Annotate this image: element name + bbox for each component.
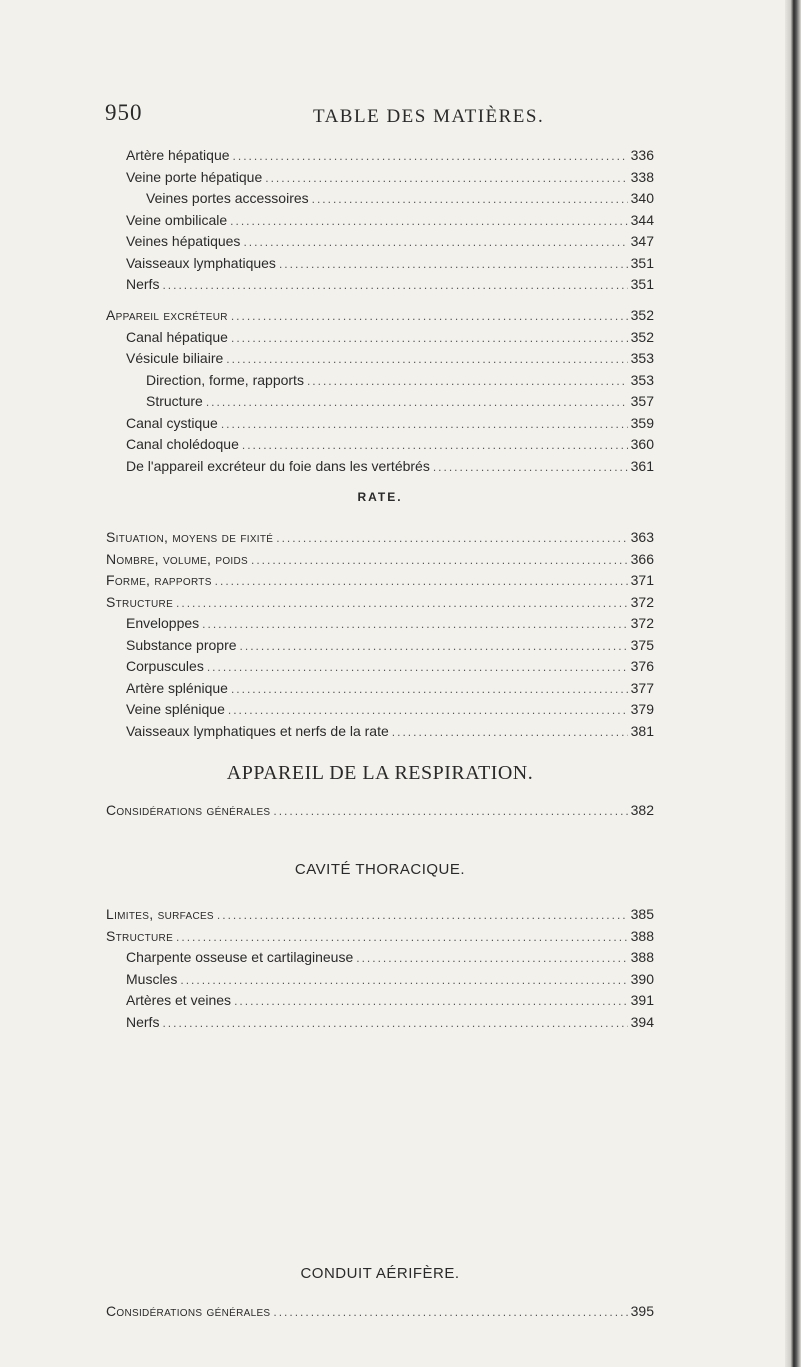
toc-entry [106, 592, 654, 612]
toc-entry-page: 372 [630, 593, 654, 610]
toc-entry-title: Artère hépatique [126, 147, 230, 163]
toc-entry [126, 210, 654, 230]
section-heading-cavite-thoracique: CAVITÉ THORACIQUE. [294, 861, 466, 878]
toc-entry-title: Artères et veines [126, 992, 232, 1008]
toc-entry [126, 231, 654, 251]
toc-entry [126, 253, 654, 273]
toc-leader-dots [273, 1302, 627, 1322]
page-edge-shadow [785, 0, 801, 1367]
toc-leader-dots [392, 722, 628, 742]
toc-leader-dots [433, 457, 628, 477]
toc-leader-dots [226, 349, 627, 369]
toc-leader-dots [180, 970, 627, 990]
toc-entry-title: Nombre, volume, poids [106, 550, 248, 567]
toc-entry-title: Veine porte hépatique [126, 168, 263, 185]
toc-leader-dots [273, 801, 627, 821]
toc-entry-page: 344 [630, 211, 654, 228]
toc-entry-page: 371 [630, 572, 654, 588]
toc-entry [126, 613, 654, 633]
toc-entry-title: Veines portes accessoires [146, 190, 309, 206]
toc-entry [126, 1012, 654, 1032]
toc-entry [126, 274, 654, 294]
toc-entry-page: 336 [630, 147, 654, 163]
toc-entry [106, 549, 654, 569]
toc-entry-title: Veine splénique [126, 701, 225, 717]
toc-entry-page: 388 [630, 949, 654, 965]
toc-entry-title: Canal cystique [126, 414, 218, 431]
toc-leader-dots [242, 435, 628, 455]
toc-entry-page: 363 [630, 529, 654, 545]
toc-entry [146, 391, 654, 411]
toc-entry-page: 360 [630, 436, 654, 452]
running-title: TABLE DES MATIÈRES. [313, 106, 545, 127]
toc-entry-page: 385 [630, 906, 654, 922]
toc-entry-page: 351 [630, 276, 654, 292]
toc-entry-page: 382 [630, 802, 654, 818]
toc-entry [126, 721, 654, 741]
toc-entry-page: 361 [630, 457, 654, 474]
toc-leader-dots [207, 657, 628, 677]
toc-entry [126, 434, 654, 454]
toc-entry-page: 347 [630, 233, 654, 249]
toc-entry [106, 527, 654, 547]
section-heading-rate: RATE. [357, 490, 403, 504]
toc-entry [126, 990, 654, 1010]
toc-entry-title: Veines hépatiques [126, 233, 241, 249]
toc-entry [126, 699, 654, 719]
toc-entry-title: Structure [146, 393, 203, 409]
toc-entry-title: Veine ombilicale [126, 211, 228, 228]
page-number: 950 [105, 100, 143, 125]
toc-leader-dots [176, 593, 628, 613]
toc-leader-dots [228, 700, 628, 720]
toc-leader-dots [215, 571, 628, 591]
toc-entry-page: 391 [630, 992, 654, 1008]
toc-entry-page: 395 [630, 1303, 654, 1319]
toc-entry-title: Vaisseaux lymphatiques et nerfs de la rate [126, 722, 389, 739]
toc-entry [126, 145, 654, 165]
toc-entry-page: 340 [630, 190, 654, 206]
toc-entry-title: Nerfs [126, 1013, 160, 1030]
toc-entry-title: Structure [106, 927, 174, 944]
toc-entry-page: 359 [630, 414, 654, 431]
section-heading-appareil-respiration: APPAREIL DE LA RESPIRATION. [226, 762, 534, 784]
toc-entry-title: Vésicule biliaire [126, 350, 224, 366]
toc-entry [106, 926, 654, 946]
toc-leader-dots [240, 636, 628, 656]
toc-entry [146, 370, 654, 390]
toc-entry [126, 413, 654, 433]
toc-leader-dots [162, 275, 627, 295]
toc-entry [106, 800, 654, 820]
toc-leader-dots [231, 306, 628, 326]
toc-entry-title: Canal hépatique [126, 328, 228, 345]
toc-leader-dots [230, 211, 627, 231]
toc-entry-title: Direction, forme, rapports [146, 371, 304, 388]
toc-leader-dots [307, 371, 628, 391]
toc-leader-dots [176, 927, 628, 947]
toc-entry [126, 167, 654, 187]
toc-entry-title: Considérations générales [106, 802, 271, 818]
toc-entry-title: Canal cholédoque [126, 436, 239, 452]
toc-entry [126, 348, 654, 368]
toc-entry-title: Corpuscules [126, 658, 204, 674]
toc-entry [106, 570, 654, 590]
toc-entry-page: 375 [630, 636, 654, 653]
toc-entry-page: 390 [630, 970, 654, 987]
toc-entry-title: Forme, rapports [106, 572, 212, 588]
toc-entry-page: 376 [630, 658, 654, 674]
toc-leader-dots [312, 189, 628, 209]
toc-leader-dots [251, 550, 628, 570]
toc-entry [126, 635, 654, 655]
toc-entry-page: 357 [630, 393, 654, 409]
toc-entry-page: 351 [630, 254, 654, 271]
toc-leader-dots [231, 679, 628, 699]
toc-leader-dots [279, 254, 628, 274]
toc-entry-title: Considérations générales [106, 1303, 271, 1319]
toc-leader-dots [243, 232, 627, 252]
toc-entry-title: Vaisseaux lymphatiques [126, 254, 276, 271]
toc-leader-dots [221, 414, 628, 434]
page-header [105, 100, 665, 140]
toc-entry-page: 377 [630, 679, 654, 696]
toc-entry [126, 969, 654, 989]
toc-entry-title: Situation, moyens de fixité [106, 529, 274, 545]
toc-leader-dots [276, 528, 627, 548]
toc-leader-dots [234, 991, 628, 1011]
toc-entry-page: 353 [630, 371, 654, 388]
toc-entry-title: Artère splénique [126, 679, 228, 696]
toc-entry [126, 456, 654, 476]
toc-entry-title: Nerfs [126, 276, 160, 292]
toc-leader-dots [217, 905, 628, 925]
toc-leader-dots [356, 948, 627, 968]
toc-entry-title: Muscles [126, 970, 178, 987]
toc-entry [126, 656, 654, 676]
toc-leader-dots [206, 392, 628, 412]
toc-leader-dots [202, 614, 627, 634]
toc-entry-title: Structure [106, 593, 174, 610]
toc-entry [106, 904, 654, 924]
toc-entry-page: 352 [630, 328, 654, 345]
toc-leader-dots [231, 328, 628, 348]
toc-entry-page: 352 [630, 307, 654, 323]
toc-entry-page: 381 [630, 722, 654, 739]
toc-entry-page: 372 [630, 615, 654, 631]
toc-entry-title: Appareil excréteur [106, 307, 228, 323]
toc-leader-dots [162, 1013, 627, 1033]
toc-entry-title: Enveloppes [126, 615, 200, 631]
toc-entry [106, 305, 654, 325]
toc-entry-title: Limites, surfaces [106, 906, 214, 922]
toc-entry [126, 947, 654, 967]
toc-entry-page: 366 [630, 550, 654, 567]
toc-entry [106, 1301, 654, 1321]
toc-entry-page: 379 [630, 701, 654, 717]
section-heading-conduit-aerifere: CONDUIT AÉRIFÈRE. [300, 1265, 460, 1282]
toc-entry-page: 388 [630, 927, 654, 944]
toc-leader-dots [233, 146, 628, 166]
toc-entry-title: Charpente osseuse et cartilagineuse [126, 949, 354, 965]
toc-entry [126, 327, 654, 347]
toc-entry-page: 394 [630, 1013, 654, 1030]
toc-entry [146, 188, 654, 208]
toc-leader-dots [265, 168, 627, 188]
toc-entry-title: Substance propre [126, 636, 237, 653]
toc-entry-title: De l'appareil excréteur du foie dans les vertébrés [126, 457, 430, 474]
toc-entry [126, 678, 654, 698]
toc-entry-page: 338 [630, 168, 654, 185]
toc-entry-page: 353 [630, 350, 654, 366]
